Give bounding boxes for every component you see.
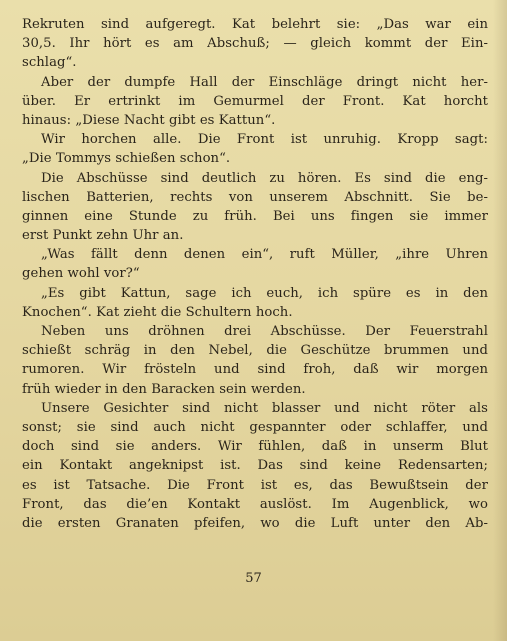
text-line: rumoren. Wir frösteln und sind froh, daß wir morgen xyxy=(22,362,488,378)
text-line: Unsere Gesichter sind nicht blasser und nicht röter als xyxy=(41,400,488,416)
text-line: lischen Batterien, rechts von unserem Abschnitt. Sie be- xyxy=(22,189,488,205)
text-line: sonst; sie sind auch nicht gespannter oder schlaffer, und xyxy=(22,419,488,435)
page-number: 57 xyxy=(245,571,262,586)
text-line: Rekruten sind aufgeregt. Kat belehrt sie: „Das war ein xyxy=(22,17,488,32)
text-line: 30,5. Ihr hört es am Abschuß; — gleich kommt der Ein- xyxy=(22,36,488,52)
text-line: Neben uns dröhnen drei Abschüsse. Der Feuerstrahl xyxy=(41,324,488,339)
text-line: die ersten Granaten pfeifen, wo die Luft unter den Ab- xyxy=(22,515,488,531)
text-line: Knochen“. Kat zieht die Schultern hoch. xyxy=(22,304,293,320)
text-line: schlag“. xyxy=(22,55,77,71)
text-line: „Was fällt denn denen ein“, ruft Müller, „ihre Uhren xyxy=(41,247,488,263)
text-line: Aber der dumpfe Hall der Einschläge dringt nicht her- xyxy=(41,74,488,90)
text-line: Wir horchen alle. Die Front ist unruhig. Kropp sagt: xyxy=(41,132,488,148)
text-line: schießt schräg in den Nebel, die Geschütze brummen und xyxy=(22,343,488,359)
text-line: ginnen eine Stunde zu früh. Bei uns fingen sie immer xyxy=(22,208,488,224)
text-line: ein Kontakt angeknipst ist. Das sind keine Redensarten; xyxy=(22,458,488,474)
text-line: „Es gibt Kattun, sage ich euch, ich spüre es in den xyxy=(41,285,488,301)
text-line: Front, das die’en Kontakt auslöst. Im Augenblick, wo xyxy=(22,496,488,512)
text-line: gehen wohl vor?“ xyxy=(22,266,140,282)
text-line: hinaus: „Diese Nacht gibt es Kattun“. xyxy=(22,112,276,128)
text-line: früh wieder in den Baracken sein werden. xyxy=(22,381,306,397)
text-line: Die Abschüsse sind deutlich zu hören. Es sind die eng- xyxy=(41,170,488,186)
body-text xyxy=(22,15,488,533)
text-line: es ist Tatsache. Die Front ist es, das Bewußtsein der xyxy=(22,477,488,493)
text-line: doch sind sie anders. Wir fühlen, daß in unserm Blut xyxy=(22,439,488,455)
text-line: „Die Tommys schießen schon“. xyxy=(22,151,231,167)
text-line: erst Punkt zehn Uhr an. xyxy=(22,228,184,244)
text-line: über. Er ertrinkt im Gemurmel der Front. Kat horcht xyxy=(22,93,488,109)
